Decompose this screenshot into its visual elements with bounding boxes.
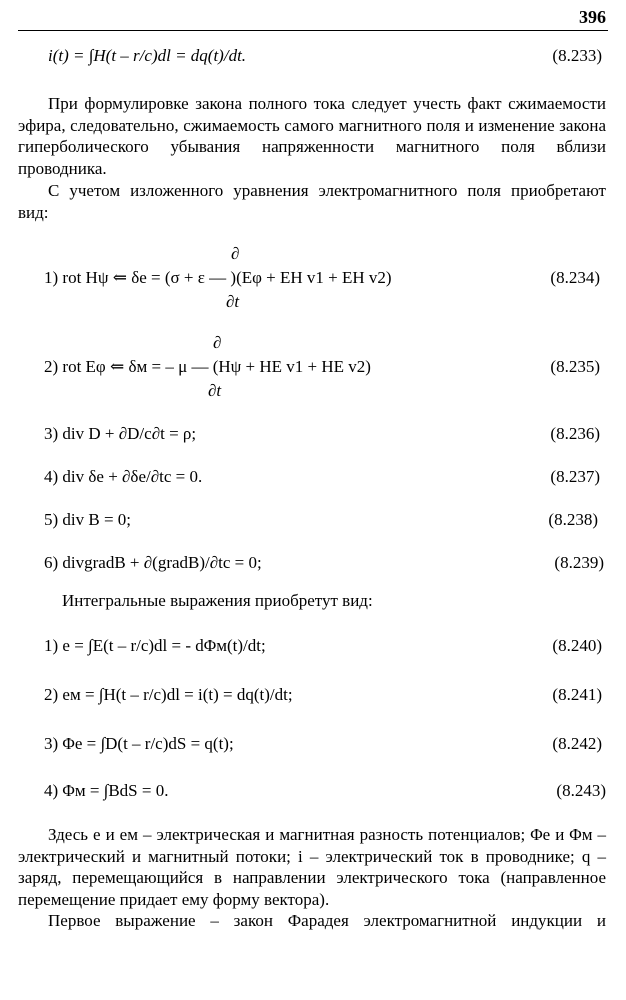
equation-8-236 <box>0 422 626 446</box>
partial-t-symbol: ∂t <box>208 381 222 400</box>
equation-number: (8.238) <box>548 510 598 529</box>
equation-8-237 <box>0 465 626 489</box>
equation-body: 1) rot Hψ ⇐ δe = (σ + ε — )(Eφ + EH v1 + EH v2) <box>44 268 392 287</box>
equation-body: 2) rot Eφ ⇐ δм = – μ — (Hψ + HE v1 + HE v2) <box>44 357 371 376</box>
equation-number: (8.234) <box>550 268 600 287</box>
equation-8-235 <box>0 355 626 379</box>
equation-8-233 <box>0 44 626 68</box>
equation-8-242 <box>0 732 626 756</box>
paragraph: Первое выражение – закон Фарадея электромагнитной индукции и <box>48 911 606 930</box>
partial-symbol: ∂ <box>213 333 222 352</box>
equation-body: 1) e = ∫E(t – r/c)dl = - dΦм(t)/dt; <box>44 636 266 655</box>
equation-body: 5) div B = 0; <box>44 510 132 529</box>
equation-body: 4) Φм = ∫BdS = 0. <box>44 781 169 800</box>
paragraph: Интегральные выражения приобретут вид: <box>62 591 373 610</box>
equation-8-240 <box>0 634 626 658</box>
equation-body: 2) eм = ∫H(t – r/c)dl = i(t) = dq(t)/dt; <box>44 685 293 704</box>
partial-symbol: ∂ <box>231 244 240 263</box>
equation-8-239 <box>0 551 626 575</box>
paragraph: При формулировке закона полного тока следует учесть факт сжимаемости эфира, следовательно, сжимаемость самого магнитного поля и изменение закона гиперболического убывания напряженности магнитного поля вблизи проводника. <box>18 94 606 178</box>
page-number: 396 <box>579 7 606 27</box>
equation-number: (8.239) <box>554 553 604 572</box>
equation-number: (8.237) <box>550 467 600 486</box>
equation-8-238 <box>0 508 626 532</box>
equation-body: 6) divgradB + ∂(gradB)/∂tc = 0; <box>44 553 262 572</box>
equation-body: 3) div D + ∂D/c∂t = ρ; <box>44 424 197 443</box>
equation-body: 4) div δe + ∂δe/∂tc = 0. <box>44 467 203 486</box>
equation-number: (8.241) <box>552 685 602 704</box>
equation-number: (8.233) <box>552 46 602 65</box>
equation-number: (8.243) <box>556 781 606 800</box>
equation-number: (8.242) <box>552 734 602 753</box>
header-rule <box>18 30 608 31</box>
equation-number: (8.235) <box>550 357 600 376</box>
partial-t-symbol: ∂t <box>226 292 240 311</box>
equation-8-234 <box>0 266 626 290</box>
equation-number: (8.236) <box>550 424 600 443</box>
equation-number: (8.240) <box>552 636 602 655</box>
paragraph: Здесь e и eм – электрическая и магнитная разность потенциалов; Φe и Φм – электрический и магнитный потоки; i – электрический ток в проводнике; q – заряд, перемещающийся в направлении электрического тока (направленное перемещение придает ему форму вектора). <box>18 825 606 909</box>
equation-8-241 <box>0 683 626 707</box>
equation-body: i(t) = ∫H(t – r/c)dl = dq(t)/dt. <box>48 46 247 65</box>
equation-body: 3) Φe = ∫D(t – r/c)dS = q(t); <box>44 734 234 753</box>
equation-8-243 <box>0 779 626 803</box>
paragraph: С учетом изложенного уравнения электромагнитного поля приобретают вид: <box>18 181 606 222</box>
